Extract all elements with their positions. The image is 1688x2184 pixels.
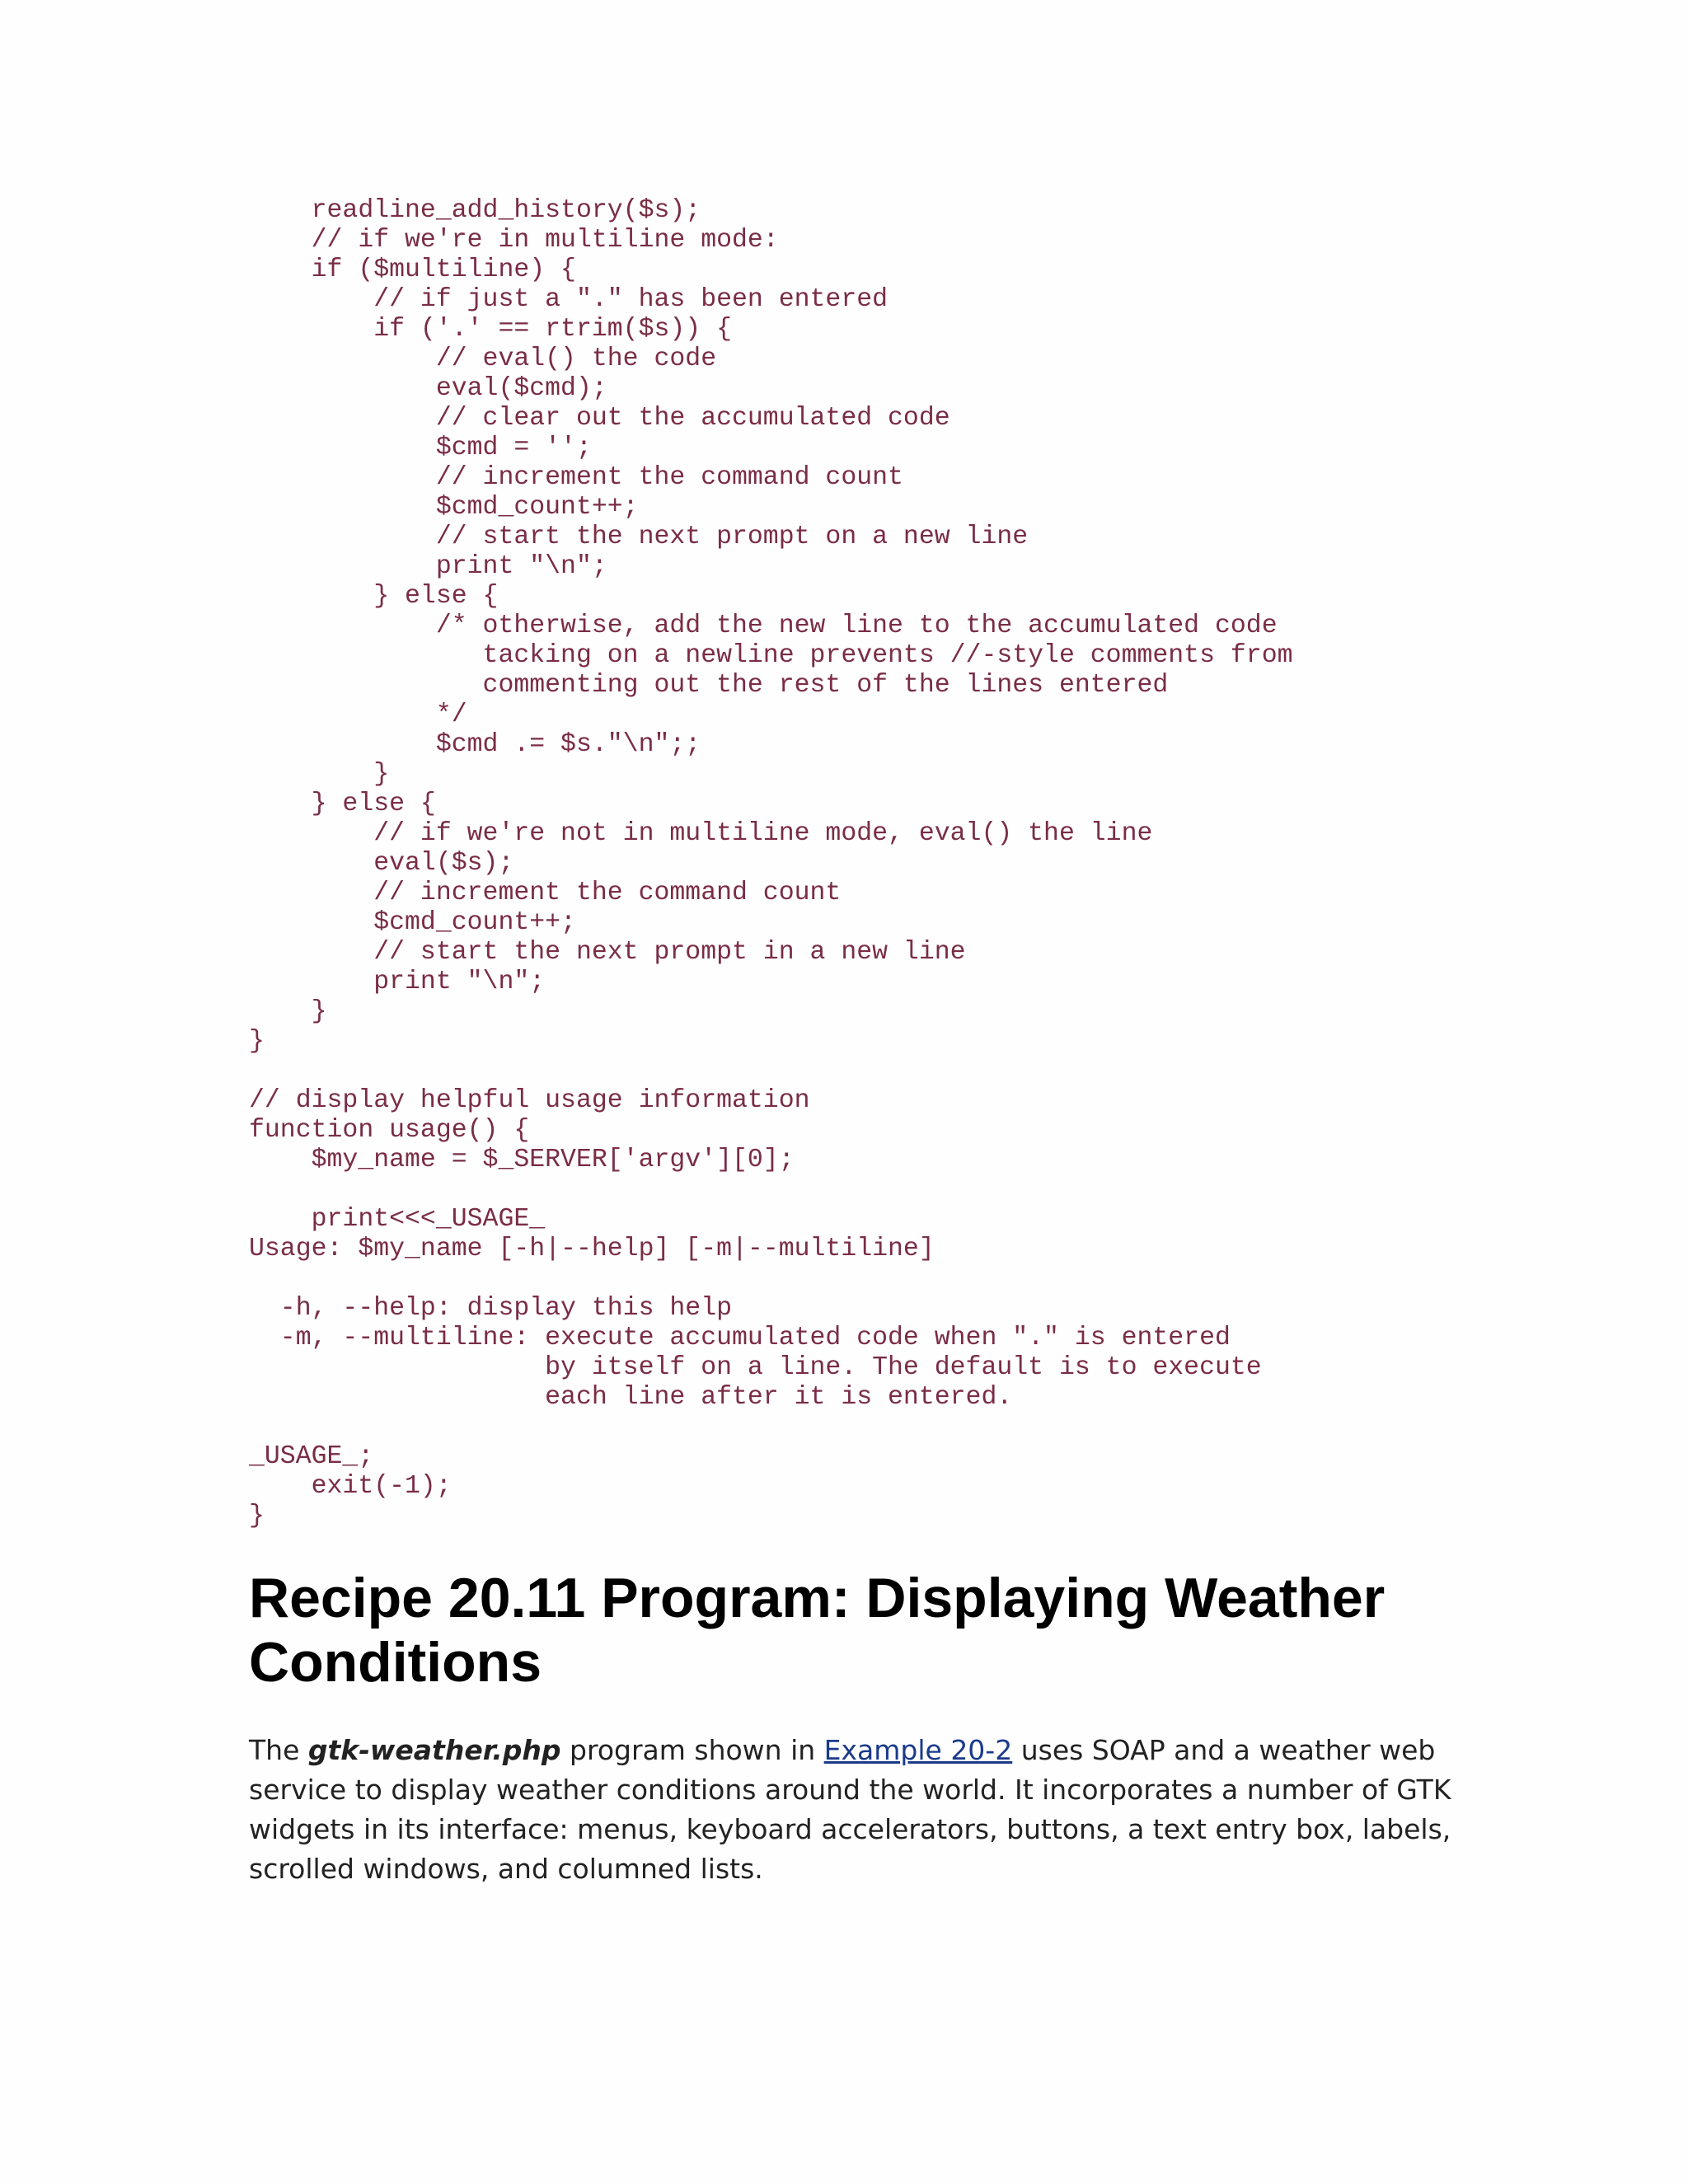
code-line: commenting out the rest of the lines entered [249, 671, 1169, 700]
code-line: // increment the command count [249, 463, 903, 492]
code-line: -h, --help: display this help [249, 1294, 732, 1323]
code-line: $cmd = ''; [249, 434, 592, 462]
code-line: exit(-1); [249, 1472, 452, 1501]
code-line [249, 1175, 1293, 1205]
code-line: function usage() { [249, 1116, 530, 1145]
code-line [249, 1264, 1293, 1294]
code-line: eval($cmd); [249, 374, 607, 403]
code-line: -m, --multiline: execute accumulated code when "." is entered [249, 1324, 1231, 1352]
code-line: } [249, 1027, 265, 1056]
section-heading: Recipe 20.11 Program: Displaying Weather Conditions [249, 1567, 1386, 1694]
code-line: by itself on a line. The default is to execute [249, 1353, 1262, 1382]
code-line: tacking on a newline prevents //-style comments from [249, 641, 1293, 670]
code-line: // eval() the code [249, 344, 717, 373]
code-line: */ [249, 701, 467, 729]
code-line: if ('.' == rtrim($s)) { [249, 315, 732, 344]
body-paragraph [249, 1731, 1452, 1889]
code-line: } else { [249, 582, 499, 611]
code-line: // start the next prompt in a new line [249, 938, 966, 967]
code-line: } [249, 1502, 265, 1530]
code-line: // start the next prompt on a new line [249, 523, 1029, 551]
code-line: $my_name = $_SERVER['argv'][0]; [249, 1146, 795, 1174]
program-filename: gtk-weather.php [307, 1734, 561, 1766]
code-line: } [249, 997, 327, 1026]
code-line: $cmd_count++; [249, 493, 639, 522]
code-line: each line after it is entered. [249, 1383, 1013, 1412]
code-line [249, 1057, 1293, 1086]
code-line: // display helpful usage information [249, 1086, 810, 1115]
code-line [249, 1413, 1293, 1442]
code-line: readline_add_history($s); [249, 196, 701, 225]
code-line: $cmd .= $s."\n";; [249, 730, 701, 759]
code-line: print "\n"; [249, 552, 607, 581]
code-line: $cmd_count++; [249, 908, 576, 937]
code-line: // clear out the accumulated code [249, 404, 950, 433]
example-link[interactable]: Example 20-2 [823, 1734, 1013, 1766]
code-line: print<<<_USAGE_ [249, 1205, 546, 1234]
paragraph-text-end: uses SOAP and a weather web service to display weather conditions around the world. It incorporates a number of GTK widgets in its interface: menus, keyboard accelerators, buttons, a text entry box, labels, scrolled windows, and columned lists. [249, 1734, 1451, 1885]
code-line: // if we're in multiline mode: [249, 226, 779, 255]
code-line: print "\n"; [249, 968, 546, 996]
code-line: /* otherwise, add the new line to the accumulated code [249, 612, 1278, 640]
code-line: Usage: $my_name [-h|--help] [-m|--multiline] [249, 1235, 935, 1263]
code-line: _USAGE_; [249, 1442, 374, 1471]
code-line: // if we're not in multiline mode, eval() the line [249, 819, 1153, 848]
code-line: // increment the command count [249, 879, 842, 907]
code-line: eval($s); [249, 849, 514, 878]
paragraph-text-start: The [249, 1734, 308, 1766]
code-line: // if just a "." has been entered [249, 285, 889, 314]
code-line: if ($multiline) { [249, 255, 576, 284]
paragraph-text-middle: program shown in [560, 1734, 824, 1766]
code-line: } else { [249, 790, 436, 818]
code-listing [249, 196, 1293, 1531]
code-line: } [249, 760, 390, 789]
